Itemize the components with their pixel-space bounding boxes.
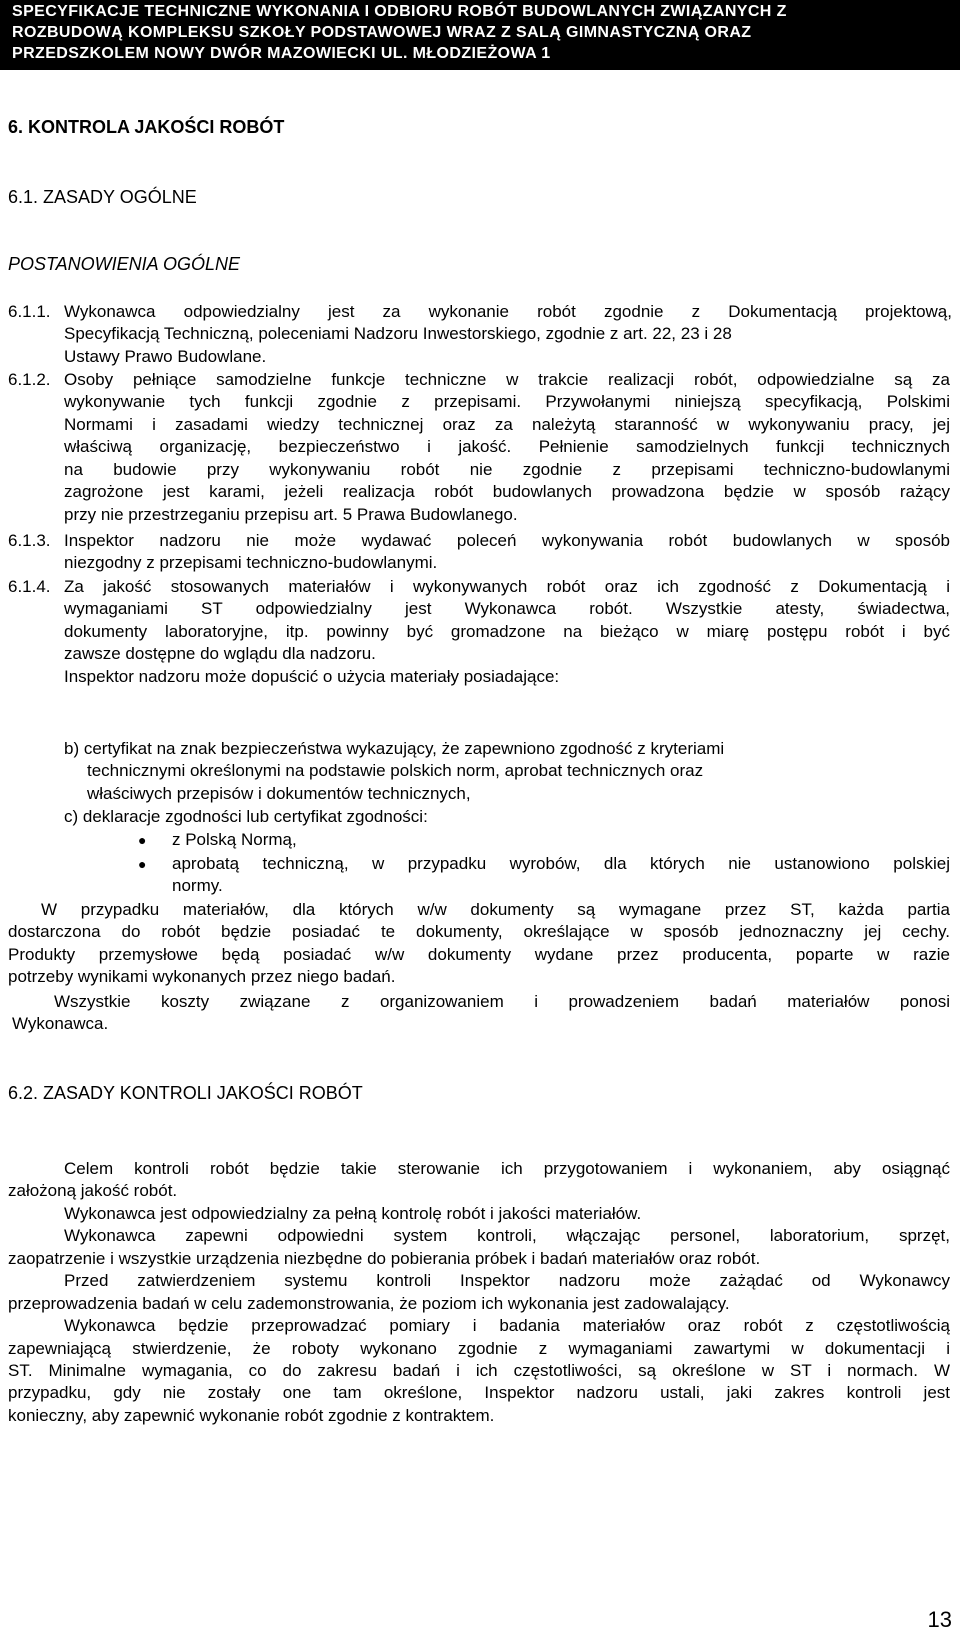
text-line: zapewniającą stwierdzenie, że roboty wykonano zgodnie z wymaganiami zawartymi w dokumentacji i	[8, 1338, 950, 1358]
text-line: przypadku, gdy nie zostały one tam określone, Inspektor nadzoru ustali, jaki zakres kontroli jest	[8, 1383, 950, 1403]
paragraph-number: 6.1.4.	[8, 577, 51, 596]
text-line: Celem kontroli robót będzie takie sterowanie ich przygotowaniem i wykonaniem, aby osiągnąć	[64, 1159, 950, 1178]
text-line: konieczny, aby zapewnić wykonanie robót zgodnie z kontraktem.	[8, 1405, 495, 1425]
text-line: aprobatą techniczną, w przypadku wyrobów, dla których nie ustanowiono polskiej	[172, 854, 950, 873]
text-line: właściwych przepisów i dokumentów technicznych,	[87, 783, 471, 803]
text-line: wymaganiami ST odpowiedzialny jest Wykonawca robót. Wszystkie atesty, świadectwa,	[64, 599, 950, 619]
text-line: Wykonawca.	[12, 1014, 109, 1034]
text-line: potrzeby wynikami wykonanych przez niego badań.	[8, 967, 396, 987]
subsection-title: 6.1. ZASADY OGÓLNE	[8, 187, 197, 207]
text-line: Przed zatwierdzeniem systemu kontroli Inspektor nadzoru może zażądać od Wykonawcy	[64, 1271, 950, 1291]
text-line: zagrożone jest karami, jeżeli realizacja robót budowlanych prowadzona będzie w sposób rażący	[64, 482, 950, 502]
text-line: niezgodny z przepisami techniczno-budowlanymi.	[64, 553, 438, 573]
text-line: b) certyfikat na znak bezpieczeństwa wykazujący, że zapewniono zgodność z kryteriami	[64, 739, 725, 758]
section-title: 6. KONTROLA JAKOŚCI ROBÓT	[8, 117, 285, 137]
text-line: Normami i zasadami wiedzy technicznej oraz za należytą staranność w wykonywaniu pracy, jej	[64, 414, 950, 434]
text-line: założoną jakość robót.	[8, 1181, 178, 1201]
list-item-c: c) deklaracje zgodności lub certyfikat zgodności:	[64, 807, 428, 826]
bullet-item: z Polską Normą,	[172, 830, 297, 849]
subsection-title: 6.2. ZASADY KONTROLI JAKOŚCI ROBÓT	[8, 1083, 363, 1103]
text-line: Wszystkie koszty związane z organizowaniem i prowadzeniem badań materiałów ponosi	[54, 992, 950, 1011]
paragraph-6-1-2	[64, 369, 950, 526]
text-line: ST. Minimalne wymagania, co do zakresu badań i ich częstotliwości, są określone w ST i normach. W	[8, 1360, 950, 1380]
bullet-icon: ●	[138, 832, 147, 848]
text-line: Wykonawca zapewni odpowiedni system kontroli, włączając personel, laboratorium, sprzęt,	[64, 1226, 950, 1246]
text-line: Osoby pełniące samodzielne funkcje techniczne w trakcie realizacji robót, odpowiedzialne są za	[64, 370, 950, 389]
paragraph-purpose	[8, 1158, 950, 1427]
text-line: dokumenty laboratoryjne, itp. powinny być gromadzone na bieżąco w miarę postępu robót i być	[64, 621, 950, 641]
text-line: Specyfikacją Techniczną, poleceniami Nadzoru Inwestorskiego, zgodnie z art. 22, 23 i 28	[64, 324, 732, 344]
header-line: PRZEDSZKOLEM NOWY DWÓR MAZOWIECKI UL. MŁODZIEŻOWA 1	[12, 45, 551, 62]
text-line: przeprowadzenia badań w celu zademonstrowania, że poziom ich wykonania jest zadowalający.	[8, 1293, 730, 1313]
paragraph-6-1-1	[64, 301, 952, 346]
text-line: normy.	[172, 876, 223, 896]
text-line: Wykonawca jest odpowiedzialny za pełną kontrolę robót i jakości materiałów.	[64, 1203, 642, 1223]
paragraph-number: 6.1.3.	[8, 531, 51, 550]
text-line: Wykonawca odpowiedzialny jest za wykonanie robót zgodnie z Dokumentacją projektową,	[64, 302, 952, 321]
list-item-b	[64, 738, 724, 805]
text-line: Produkty przemysłowe będą posiadać w/w dokumenty wydane przez producenta, poparte w razie	[8, 944, 950, 964]
text-line: Wykonawca będzie przeprowadzać pomiary i badania materiałów oraz robót z częstotliwością	[64, 1316, 950, 1336]
text-line: przy nie przestrzeganiu przepisu art. 5 Prawa Budowlanego.	[64, 504, 518, 524]
header-line: SPECYFIKACJE TECHNICZNE WYKONANIA I ODBIORU ROBÓT BUDOWLANYCH ZWIĄZANYCH Z	[12, 3, 787, 20]
text-line: W przypadku materiałów, dla których w/w dokumenty są wymagane przez ST, każda partia	[41, 900, 950, 919]
paragraph-documents	[8, 899, 950, 989]
text-line: zawsze dostępne do wglądu dla nadzoru.	[64, 644, 376, 664]
text-line: Ustawy Prawo Budowlane.	[64, 347, 267, 366]
header-line: ROZBUDOWĄ KOMPLEKSU SZKOŁY PODSTAWOWEJ WRAZ Z SALĄ GIMNASTYCZNĄ ORAZ	[12, 24, 752, 41]
text-line: Inspektor nadzoru może dopuścić o użycia materiały posiadające:	[64, 666, 560, 686]
bullet-icon: ●	[138, 856, 147, 872]
text-line: dostarczona do robót będzie posiadać te dokumenty, określające w sposób jednoznaczny jej cechy.	[8, 922, 950, 942]
bullet-item	[172, 853, 950, 898]
text-line: Za jakość stosowanych materiałów i wykonywanych robót oraz ich zgodność z Dokumentacją i	[64, 577, 950, 596]
text-line: zaopatrzenie i wszystkie urządzenia niezbędne do pobierania próbek i badań materiałów oraz robót.	[8, 1248, 761, 1268]
text-line: wykonywanie tych funkcji zgodnie z przepisami. Przywołanymi niniejszą specyfikacją, Polskimi	[64, 392, 950, 412]
document-header	[0, 0, 960, 70]
text-line: na budowie przy wykonywaniu robót nie zgodnie z przepisami techniczno-budowlanymi	[64, 459, 950, 479]
paragraph-number: 6.1.1.	[8, 302, 51, 321]
text-line: technicznymi określonymi na podstawie polskich norm, aprobat technicznych oraz	[87, 761, 704, 781]
paragraph-number: 6.1.2.	[8, 370, 51, 389]
text-line: Inspektor nadzoru nie może wydawać poleceń wykonywania robót budowlanych w sposób	[64, 531, 950, 550]
text-line: właściwą organizację, bezpieczeństwo i jakość. Pełnienie samodzielnych funkcji technicznych	[64, 437, 950, 457]
paragraph-costs	[8, 991, 950, 1036]
paragraph-6-1-4	[64, 576, 950, 688]
paragraph-6-1-3	[64, 530, 950, 575]
subsection-heading: POSTANOWIENIA OGÓLNE	[8, 254, 241, 274]
page-number: 13	[927, 1606, 952, 1632]
